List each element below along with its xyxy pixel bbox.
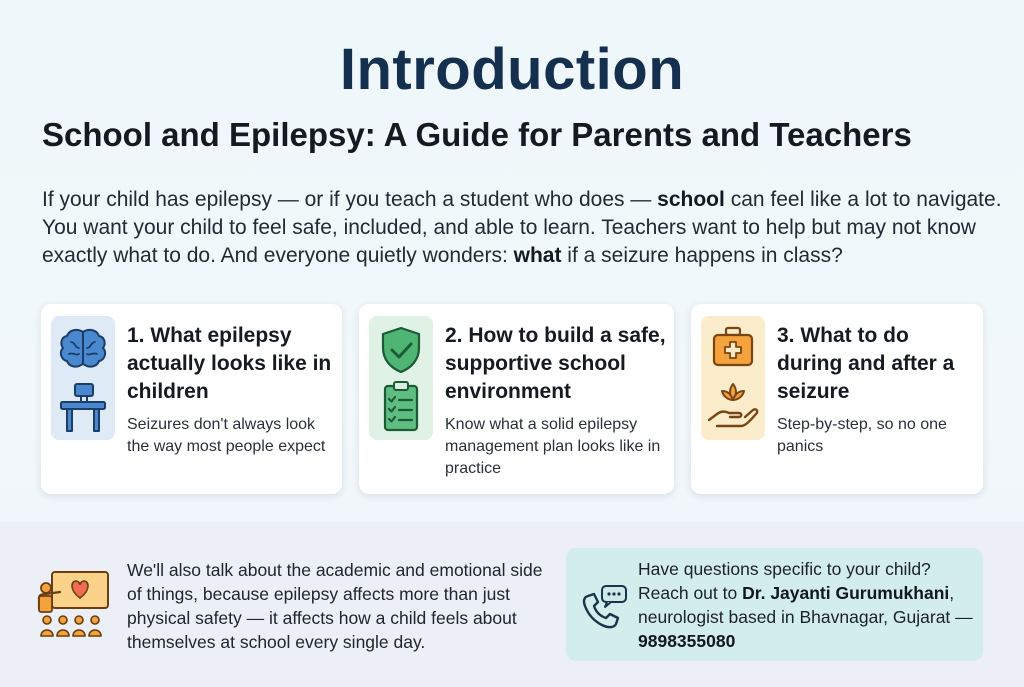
topic-card-2-description: Know what a solid epilepsy management plan looks like in practice (445, 416, 661, 477)
topic-card-2-icon-panel (369, 316, 433, 440)
doctor-name: Dr. Jayanti Gurumukhani (742, 583, 950, 603)
intro-paragraph (42, 186, 1012, 270)
topic-card-3-description: Step-by-step, so no one panics (777, 416, 947, 455)
contact-box (566, 548, 983, 661)
phone-chat-icon (580, 582, 630, 632)
topic-card-3 (691, 304, 983, 494)
first-aid-kit-icon (701, 320, 765, 380)
topic-card-3-title: 3. What to do during and after a seizure (777, 324, 955, 403)
topic-card-1-description: Seizures don't always look the way most people expect (127, 416, 326, 455)
intro-text-3: if a seizure happens in class? (561, 244, 843, 267)
phone-number: 9898355080 (638, 631, 736, 651)
topic-card-1-icon-panel (51, 316, 115, 440)
topic-card-3-icon-panel (701, 316, 765, 440)
bottom-paragraph: We'll also talk about the academic and emotional side of things, because epilepsy affects more than just physical safety — it affects how a child feels about themselves at school every single day. (127, 560, 543, 652)
contact-text (638, 557, 978, 653)
hand-care-icon (701, 378, 765, 440)
classroom-teacher-icon (36, 570, 112, 640)
shield-check-icon (369, 320, 433, 380)
contact-line-1: Have questions specific to your child? Reach out to (638, 559, 931, 603)
intro-bold-school: school (657, 188, 725, 211)
page-title: Introduction (339, 37, 685, 102)
intro-text-1: If your child has epilepsy — or if you teach a student who does — (42, 188, 658, 211)
topic-card-1-title: 1. What epilepsy actually looks like in children (127, 324, 332, 403)
topic-card-2-title: 2. How to build a safe, supportive school environment (445, 324, 666, 403)
clipboard-checklist-icon (369, 378, 433, 440)
page-subtitle: School and Epilepsy: A Guide for Parents and Teachers (42, 116, 912, 153)
topic-card-2 (359, 304, 674, 494)
intro-text-2: can feel like a lot to navigate. You want your child to feel safe, included, and able to learn. Teachers want to help but may not know exactly what to do. And everyone quietly wonders: (42, 188, 1002, 267)
contact-line-2: , neurologist based in Bhavnagar, Gujarat — (638, 583, 973, 627)
intro-bold-what: what (513, 244, 562, 267)
topic-card-1 (41, 304, 342, 494)
school-desk-icon (51, 378, 115, 438)
brain-icon (51, 320, 115, 380)
